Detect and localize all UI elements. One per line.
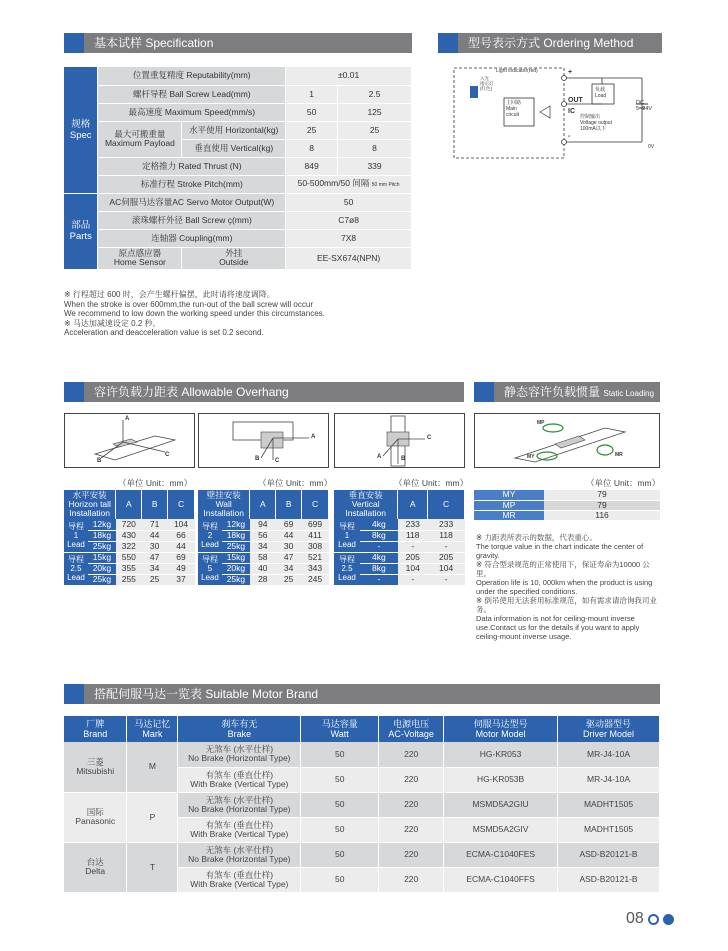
stroke-value: 50-500mm/50 间隔: [297, 177, 370, 188]
table-cell: 550: [116, 552, 142, 563]
driver-model-cell: MR-J4-10A: [558, 767, 660, 792]
col-motor-model: 伺服马达型号 Motor Model: [444, 716, 558, 742]
axis-a-label: A: [311, 434, 316, 440]
axis-b-label: B: [255, 456, 260, 462]
axis-a-label: A: [125, 416, 130, 422]
static-header-en: Static Loading: [603, 389, 655, 398]
kg-cell: 25kg: [222, 574, 250, 585]
moment-value: 79: [544, 490, 660, 500]
page-number: [626, 910, 674, 928]
driver-model-cell: MR-J4-10A: [558, 742, 660, 767]
table-cell: 49: [168, 563, 195, 574]
parts-row-label: 连轴器 Coupling(mm): [98, 229, 286, 247]
spec-row-label: 位置重复精度 Reputability(mm): [98, 67, 286, 85]
ordering-header: [438, 33, 662, 53]
note-line: The torque value in the chart indicate the center of gravity.: [476, 542, 644, 560]
col-c: C: [168, 490, 195, 519]
mark-cell: M: [127, 742, 178, 792]
spec-row-value: [286, 175, 412, 193]
spec-row-value: 25: [338, 121, 412, 139]
spec-row-label: 标准行程 Stroke Pitch(mm): [98, 175, 286, 193]
table-cell: 34: [142, 563, 168, 574]
install-head: 垂直安装 Vertical Installation: [334, 490, 398, 519]
kg-cell: 25kg: [222, 541, 250, 552]
lead-label: 导程 2.5 Lead: [64, 552, 88, 585]
kg-cell: 18kg: [222, 530, 250, 541]
table-cell: 34: [250, 541, 276, 552]
spec-row-value: ±0.01: [286, 67, 412, 85]
col-brand: 厂牌 Brand: [64, 716, 127, 742]
table-cell: 322: [116, 541, 142, 552]
out-label: OUT: [568, 97, 583, 104]
header-marker: [64, 33, 84, 53]
motor-model-cell: ECMA-C1040FES: [444, 842, 558, 867]
spec-row-label: 水平使用 Horizontal(kg): [182, 121, 286, 139]
watt-cell: 50: [301, 767, 379, 792]
driver-model-cell: ASD-B20121-B: [558, 842, 660, 867]
col-a: A: [116, 490, 142, 519]
motor-header: [64, 684, 660, 704]
table-cell: 47: [142, 552, 168, 563]
motor-model-cell: HG-KR053: [444, 742, 558, 767]
kg-cell: 20kg: [222, 563, 250, 574]
axis-c-label: C: [427, 435, 432, 441]
col-voltage: 电源电压 AC-Voltage: [379, 716, 444, 742]
header-marker: [474, 382, 494, 402]
parts-row-value: C7ø8: [286, 211, 412, 229]
kg-cell: 4kg: [360, 552, 398, 563]
wall-install-diagram: [198, 413, 329, 468]
static-notes: [476, 533, 662, 641]
parts-row-label: AC伺服马达容量AC Servo Motor Output(W): [98, 193, 286, 211]
table-cell: 430: [116, 530, 142, 541]
brand-cell: 国际 Panasonic: [64, 792, 127, 842]
header-marker: [64, 382, 84, 402]
col-a: A: [398, 490, 428, 519]
static-header-cn: 静态容许负载惯量: [504, 385, 601, 399]
spec-row-value: 125: [338, 103, 412, 121]
table-cell: 699: [302, 519, 329, 530]
horizontal-overhang-table: [64, 490, 195, 586]
sensor-value: EE-SX674(NPN): [286, 247, 412, 269]
table-cell: 40: [250, 563, 276, 574]
watt-cell: 50: [301, 817, 379, 842]
driver-model-cell: MADHT1505: [558, 792, 660, 817]
note-line: Operation life is 10, 000km when the product is using under the specified conditions.: [476, 578, 653, 596]
brand-cell: 三菱 Mitsubishi: [64, 742, 127, 792]
moment-value: 116: [544, 510, 660, 520]
lead-label: 导程 2 Lead: [198, 519, 222, 552]
main-circuit-label: 主回路 Main circuit: [506, 100, 522, 118]
kg-cell: 25kg: [88, 574, 116, 585]
motor-model-cell: MSMD5A2GIV: [444, 817, 558, 842]
brake-cell: 无煞车 (水平仕样) No Brake (Horizontal Type): [178, 742, 301, 767]
circle-outline-icon: [648, 914, 659, 925]
moment-label: MY: [474, 490, 544, 500]
motor-header-text: 搭配伺服马达一览表 Suitable Motor Brand: [94, 687, 319, 701]
horizontal-install-diagram: [64, 413, 195, 468]
motor-model-cell: MSMD5A2GIU: [444, 792, 558, 817]
note-line: Data information is not for ceiling-mount inverse use.Contact us for the details if you want to apply ceiling-mount inverse usage.: [476, 614, 640, 641]
light-indicator-label: Light indicator(red): [496, 68, 538, 74]
table-cell: 355: [116, 563, 142, 574]
table-cell: 411: [302, 530, 329, 541]
ordering-circuit-diagram: [452, 62, 664, 162]
spec-row-label: 螺杆导程 Ball Screw Lead(mm): [98, 85, 286, 103]
spec-row-value: 50: [286, 103, 338, 121]
moment-value: 79: [544, 500, 660, 510]
my-diagram-label: MY: [527, 454, 535, 460]
spec-row-value: 339: [338, 157, 412, 175]
axis-c-label: C: [165, 452, 170, 458]
static-moment-diagram: [474, 413, 660, 468]
parts-row-label: 滚珠螺杆外径 Ball Screw ç(mm): [98, 211, 286, 229]
note-line: ※ 马达加减速设定 0.2 秒。: [64, 318, 161, 328]
mp-diagram-label: MP: [537, 420, 545, 426]
table-cell: 44: [276, 530, 302, 541]
install-head: 壁挂安装 Wall Installation: [198, 490, 250, 519]
brand-cell: 台达 Delta: [64, 842, 127, 892]
kg-cell: 15kg: [88, 552, 116, 563]
zero-volt-label: 0V: [648, 144, 655, 150]
watt-cell: 50: [301, 867, 379, 892]
table-cell: 37: [168, 574, 195, 585]
note-line: When the stroke is over 600mm,the run-out of the ball screw will occur: [64, 299, 313, 309]
spec-row-value: 1: [286, 85, 338, 103]
table-cell: 25: [276, 574, 302, 585]
watt-cell: 50: [301, 792, 379, 817]
driver-model-cell: ASD-B20121-B: [558, 867, 660, 892]
static-moment-table: [474, 490, 660, 521]
spec-header: [64, 33, 412, 53]
brake-cell: 有煞车 (垂直仕样) With Brake (Vertical Type): [178, 767, 301, 792]
payload-label: 最大可搬重量 Maximum Payload: [98, 121, 182, 157]
table-cell: 308: [302, 541, 329, 552]
parts-row-value: 50: [286, 193, 412, 211]
table-cell: 30: [142, 541, 168, 552]
voltage-cell: 220: [379, 867, 444, 892]
page-number-text: 08: [626, 910, 644, 927]
table-cell: -: [398, 541, 428, 552]
mark-cell: T: [127, 842, 178, 892]
lead-label: 导程 2.5 Lead: [334, 552, 360, 585]
mr-diagram-label: MR: [615, 452, 623, 458]
voltage-output-label: 控制输出 Voltage output 100mA以下: [580, 114, 612, 132]
table-cell: 66: [168, 530, 195, 541]
voltage-cell: 220: [379, 792, 444, 817]
spec-group-label: 规格 Spec: [64, 67, 98, 193]
table-cell: 233: [398, 519, 428, 530]
kg-cell: 18kg: [88, 530, 116, 541]
unit-label: （单位 Unit：mm）: [258, 478, 333, 488]
stroke-pitch-small: 50 mm Pitch: [371, 181, 400, 188]
spec-row-value: 2.5: [338, 85, 412, 103]
vertical-install-diagram: [334, 413, 465, 468]
static-header: [474, 382, 660, 402]
table-cell: 521: [302, 552, 329, 563]
table-cell: 69: [276, 519, 302, 530]
table-cell: -: [398, 574, 428, 585]
table-cell: -: [428, 541, 465, 552]
kg-cell: 25kg: [88, 541, 116, 552]
col-driver-model: 驱动器型号 Driver Model: [558, 716, 660, 742]
col-c: C: [302, 490, 329, 519]
driver-model-cell: MADHT1505: [558, 817, 660, 842]
brake-cell: 有煞车 (垂直仕样) With Brake (Vertical Type): [178, 867, 301, 892]
motor-model-cell: HG-KR053B: [444, 767, 558, 792]
spec-row-value: 8: [286, 139, 338, 157]
spec-notes: [64, 290, 424, 338]
kg-cell: 4kg: [360, 519, 398, 530]
table-cell: 255: [116, 574, 142, 585]
table-cell: 343: [302, 563, 329, 574]
parts-group-label: 部品 Parts: [64, 193, 98, 269]
col-c: C: [428, 490, 465, 519]
watt-cell: 50: [301, 742, 379, 767]
table-cell: 118: [398, 530, 428, 541]
table-cell: 71: [142, 519, 168, 530]
spec-row-value: 8: [338, 139, 412, 157]
table-cell: 94: [250, 519, 276, 530]
note-line: We recommend to low down the working speed under this circumstances.: [64, 309, 325, 318]
kg-cell: 8kg: [360, 563, 398, 574]
minus-label: -: [568, 133, 571, 140]
unit-label: （单位 Unit：mm）: [394, 478, 469, 488]
axis-b-label: B: [401, 456, 406, 462]
voltage-cell: 220: [379, 767, 444, 792]
kg-cell: 20kg: [88, 563, 116, 574]
circle-filled-icon: [663, 914, 674, 925]
note-line: Acceleration and deacceleration value is set 0.2 second.: [64, 328, 264, 337]
note-line: ※ 力距表所表示的数据，代表重心。: [476, 533, 597, 542]
axis-b-label: B: [97, 458, 102, 464]
moment-label: MR: [474, 510, 544, 520]
kg-cell: -: [360, 574, 398, 585]
install-head: 水平安装 Horizon tall Installation: [64, 490, 116, 519]
table-cell: 205: [398, 552, 428, 563]
axis-a-label: A: [377, 454, 382, 460]
col-brake: 刹车有无 Brake: [178, 716, 301, 742]
table-cell: 69: [168, 552, 195, 563]
vertical-overhang-table: [334, 490, 465, 586]
header-marker: [438, 33, 458, 53]
parts-row-value: 7X8: [286, 229, 412, 247]
note-line: ※ 行程超过 600 时，会产生螺杆偏摆，此时请将速度调降。: [64, 290, 275, 299]
plus-label: +: [568, 69, 573, 76]
table-cell: 34: [276, 563, 302, 574]
voltage-cell: 220: [379, 842, 444, 867]
note-line: ※ 倒吊使用无法套用标准规范，如有需求请洽询我司业务。: [476, 596, 657, 614]
table-cell: 233: [428, 519, 465, 530]
table-cell: 245: [302, 574, 329, 585]
col-a: A: [250, 490, 276, 519]
mark-cell: P: [127, 792, 178, 842]
voltage-cell: 220: [379, 817, 444, 842]
table-cell: 28: [250, 574, 276, 585]
note-line: ※ 符合型录规范的正常使用下，保证寿命为10000 公里。: [476, 560, 650, 578]
overhang-header: [64, 382, 464, 402]
kg-cell: 8kg: [360, 530, 398, 541]
col-watt: 马达容量 Watt: [301, 716, 379, 742]
load-label: 负载 Load: [595, 87, 607, 99]
table-cell: 104: [428, 563, 465, 574]
ordering-header-text: 型号表示方式 Ordering Method: [468, 36, 634, 50]
kg-cell: 12kg: [222, 519, 250, 530]
moment-label: MP: [474, 500, 544, 510]
col-mark: 马达记忆 Mark: [127, 716, 178, 742]
kg-cell: -: [360, 541, 398, 552]
table-cell: 104: [398, 563, 428, 574]
brake-cell: 无煞车 (水平仕样) No Brake (Horizontal Type): [178, 792, 301, 817]
vertical-diagram-svg: [335, 414, 464, 467]
table-cell: 58: [250, 552, 276, 563]
lead-label: 导程 1 Lead: [334, 519, 360, 552]
table-cell: 30: [276, 541, 302, 552]
brake-cell: 无煞车 (水平仕样) No Brake (Horizontal Type): [178, 842, 301, 867]
lead-label: 导程 1 Lead: [64, 519, 88, 552]
unit-label: （单位 Unit：mm）: [118, 478, 193, 488]
overhang-header-text: 容许负载力距表 Allowable Overhang: [94, 385, 289, 399]
sensor-sub: 外挂 Outside: [182, 247, 286, 269]
axis-c-label: C: [275, 458, 280, 464]
spec-row-value: 849: [286, 157, 338, 175]
wall-diagram-svg: [199, 414, 328, 467]
dc-label: DC 5~24V: [636, 100, 653, 112]
col-b: B: [142, 490, 168, 519]
spec-row-value: 25: [286, 121, 338, 139]
brake-cell: 有煞车 (垂直仕样) With Brake (Vertical Type): [178, 817, 301, 842]
table-cell: 44: [168, 541, 195, 552]
spec-row-label: 最高速度 Maximum Speed(mm/s): [98, 103, 286, 121]
col-b: B: [276, 490, 302, 519]
table-cell: 47: [276, 552, 302, 563]
kg-cell: 12kg: [88, 519, 116, 530]
sensor-label: 原点感应器 Home Sensor: [98, 247, 182, 269]
table-cell: 720: [116, 519, 142, 530]
spec-row-label: 定格推力 Rated Thrust (N): [98, 157, 286, 175]
table-cell: -: [428, 574, 465, 585]
motor-brand-table: [64, 716, 660, 893]
wall-overhang-table: [198, 490, 329, 586]
ic-label: IC: [568, 108, 575, 115]
motor-model-cell: ECMA-C1040FFS: [444, 867, 558, 892]
table-cell: 205: [428, 552, 465, 563]
header-marker: [64, 684, 84, 704]
table-cell: 56: [250, 530, 276, 541]
watt-cell: 50: [301, 842, 379, 867]
horizontal-diagram-svg: [65, 414, 194, 467]
table-cell: 118: [428, 530, 465, 541]
unit-label: （单位 Unit：mm）: [586, 478, 661, 488]
table-cell: 104: [168, 519, 195, 530]
spec-table: [64, 67, 412, 270]
spec-row-label: 垂直使用 Vertical(kg): [182, 139, 286, 157]
light-cn-label: 入光 指示灯 (红色): [480, 76, 494, 91]
spec-header-text: 基本试样 Specification: [94, 36, 214, 50]
moment-diagram-svg: [475, 414, 659, 467]
voltage-cell: 220: [379, 742, 444, 767]
kg-cell: 15kg: [222, 552, 250, 563]
lead-label: 导程 5 Lead: [198, 552, 222, 585]
table-cell: 44: [142, 530, 168, 541]
table-cell: 25: [142, 574, 168, 585]
